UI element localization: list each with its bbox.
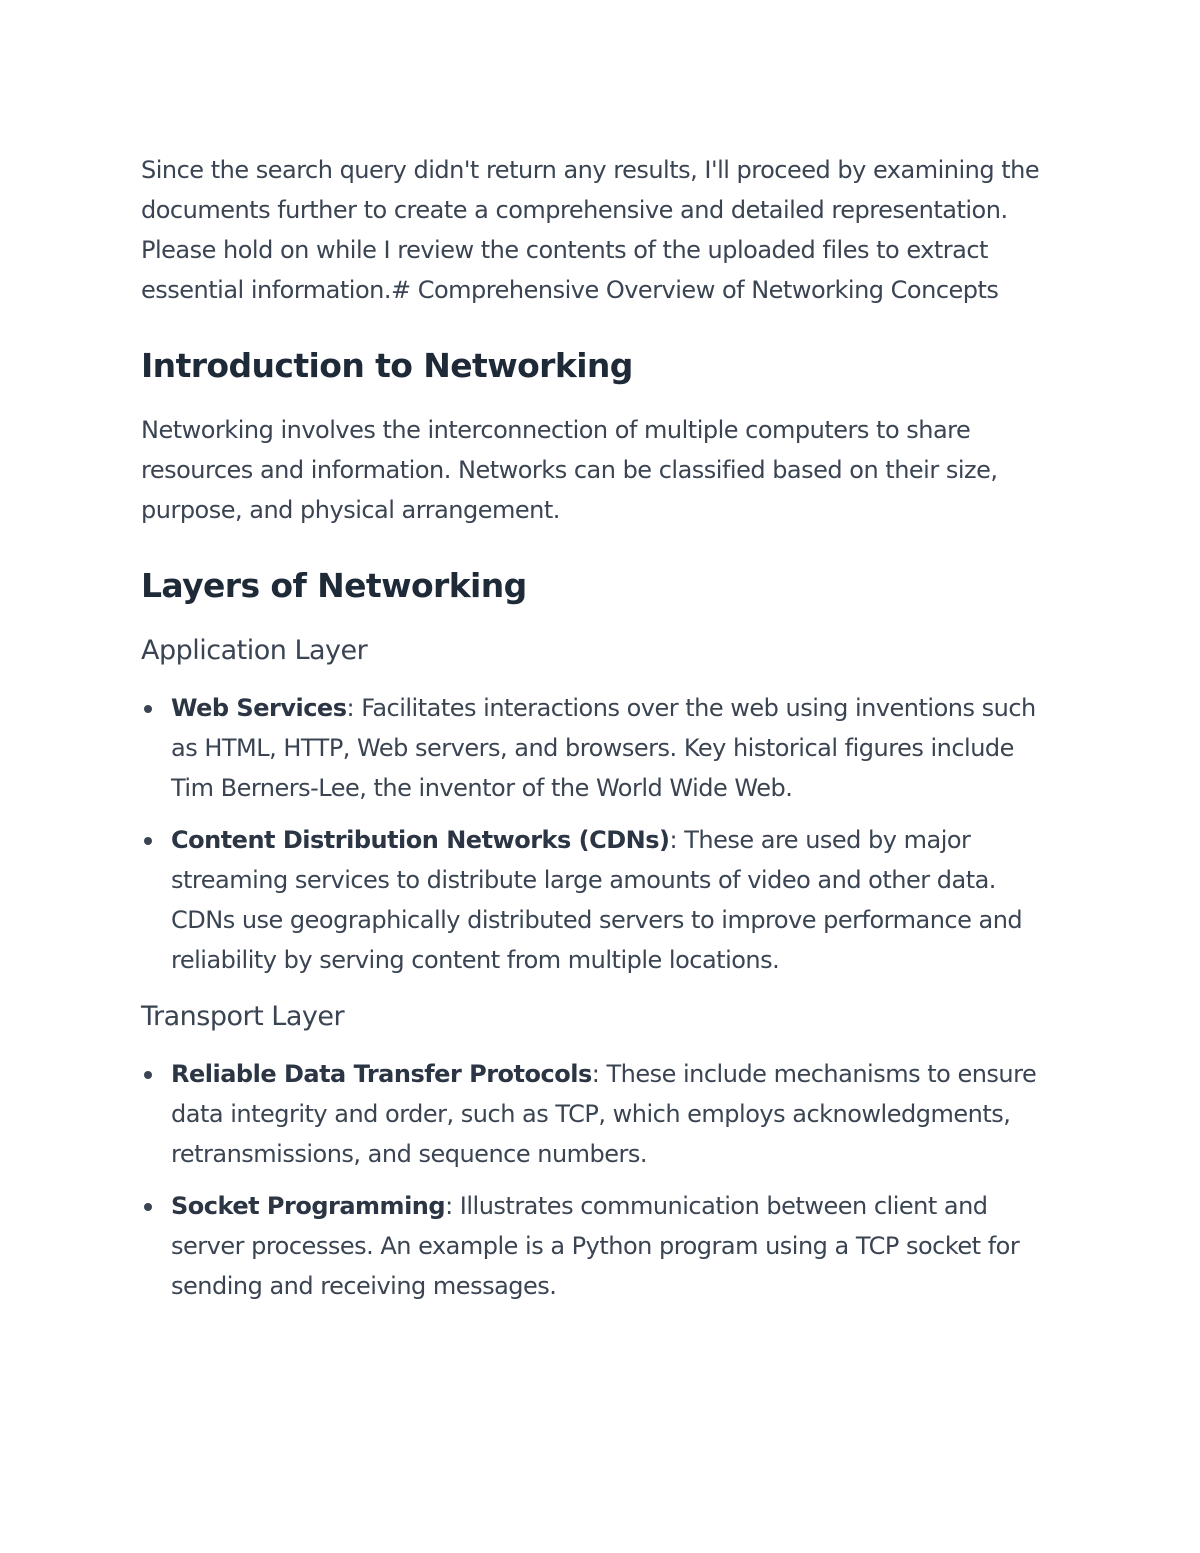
- introduction-paragraph: Networking involves the interconnection of multiple computers to share resources and information. Networks can be classified based on their size, purpose, and physical arrangement.: [141, 416, 998, 524]
- list-item-term: Content Distribution Networks (CDNs): [171, 826, 670, 854]
- intro-paragraph: Since the search query didn't return any results, I'll proceed by examining the documents further to create a comprehensive and detailed representation. Please hold on while I review the contents of the uploaded files to extract essential information.# Comprehensive Overview of Networking Concepts: [141, 156, 1040, 304]
- list-item: [141, 820, 1061, 980]
- list-item: [141, 688, 1061, 808]
- application-layer-list: [141, 688, 1061, 980]
- list-item-term: Reliable Data Transfer Protocols: [171, 1060, 592, 1088]
- document-page: [141, 150, 1061, 1306]
- bullet-icon: [144, 1071, 152, 1079]
- heading-introduction: Introduction to Networking: [141, 346, 633, 385]
- list-item-term: Socket Programming: [171, 1192, 446, 1220]
- list-item-text: : Facilitates interactions over the web using inventions such as HTML, HTTP, Web servers, and browsers. Key historical figures include Tim Berners-Lee, the inventor of the World Wide Web.: [171, 694, 1036, 802]
- list-item: [141, 1054, 1061, 1174]
- heading-transport-layer: Transport Layer: [141, 1001, 345, 1032]
- heading-layers: Layers of Networking: [141, 566, 527, 605]
- bullet-icon: [144, 705, 152, 713]
- list-item-text: : These include mechanisms to ensure data integrity and order, such as TCP, which employs acknowledgments, retransmissions, and sequence numbers.: [171, 1060, 1037, 1168]
- list-item-term: Web Services: [171, 694, 347, 722]
- bullet-icon: [144, 1203, 152, 1211]
- transport-layer-list: [141, 1054, 1061, 1306]
- bullet-icon: [144, 837, 152, 845]
- list-item-text: : Illustrates communication between client and server processes. An example is a Python program using a TCP socket for sending and receiving messages.: [171, 1192, 1020, 1300]
- list-item-text: : These are used by major streaming services to distribute large amounts of video and other data. CDNs use geographically distributed servers to improve performance and reliability by serving content from multiple locations.: [171, 826, 1023, 974]
- list-item: [141, 1186, 1061, 1306]
- heading-application-layer: Application Layer: [141, 635, 368, 666]
